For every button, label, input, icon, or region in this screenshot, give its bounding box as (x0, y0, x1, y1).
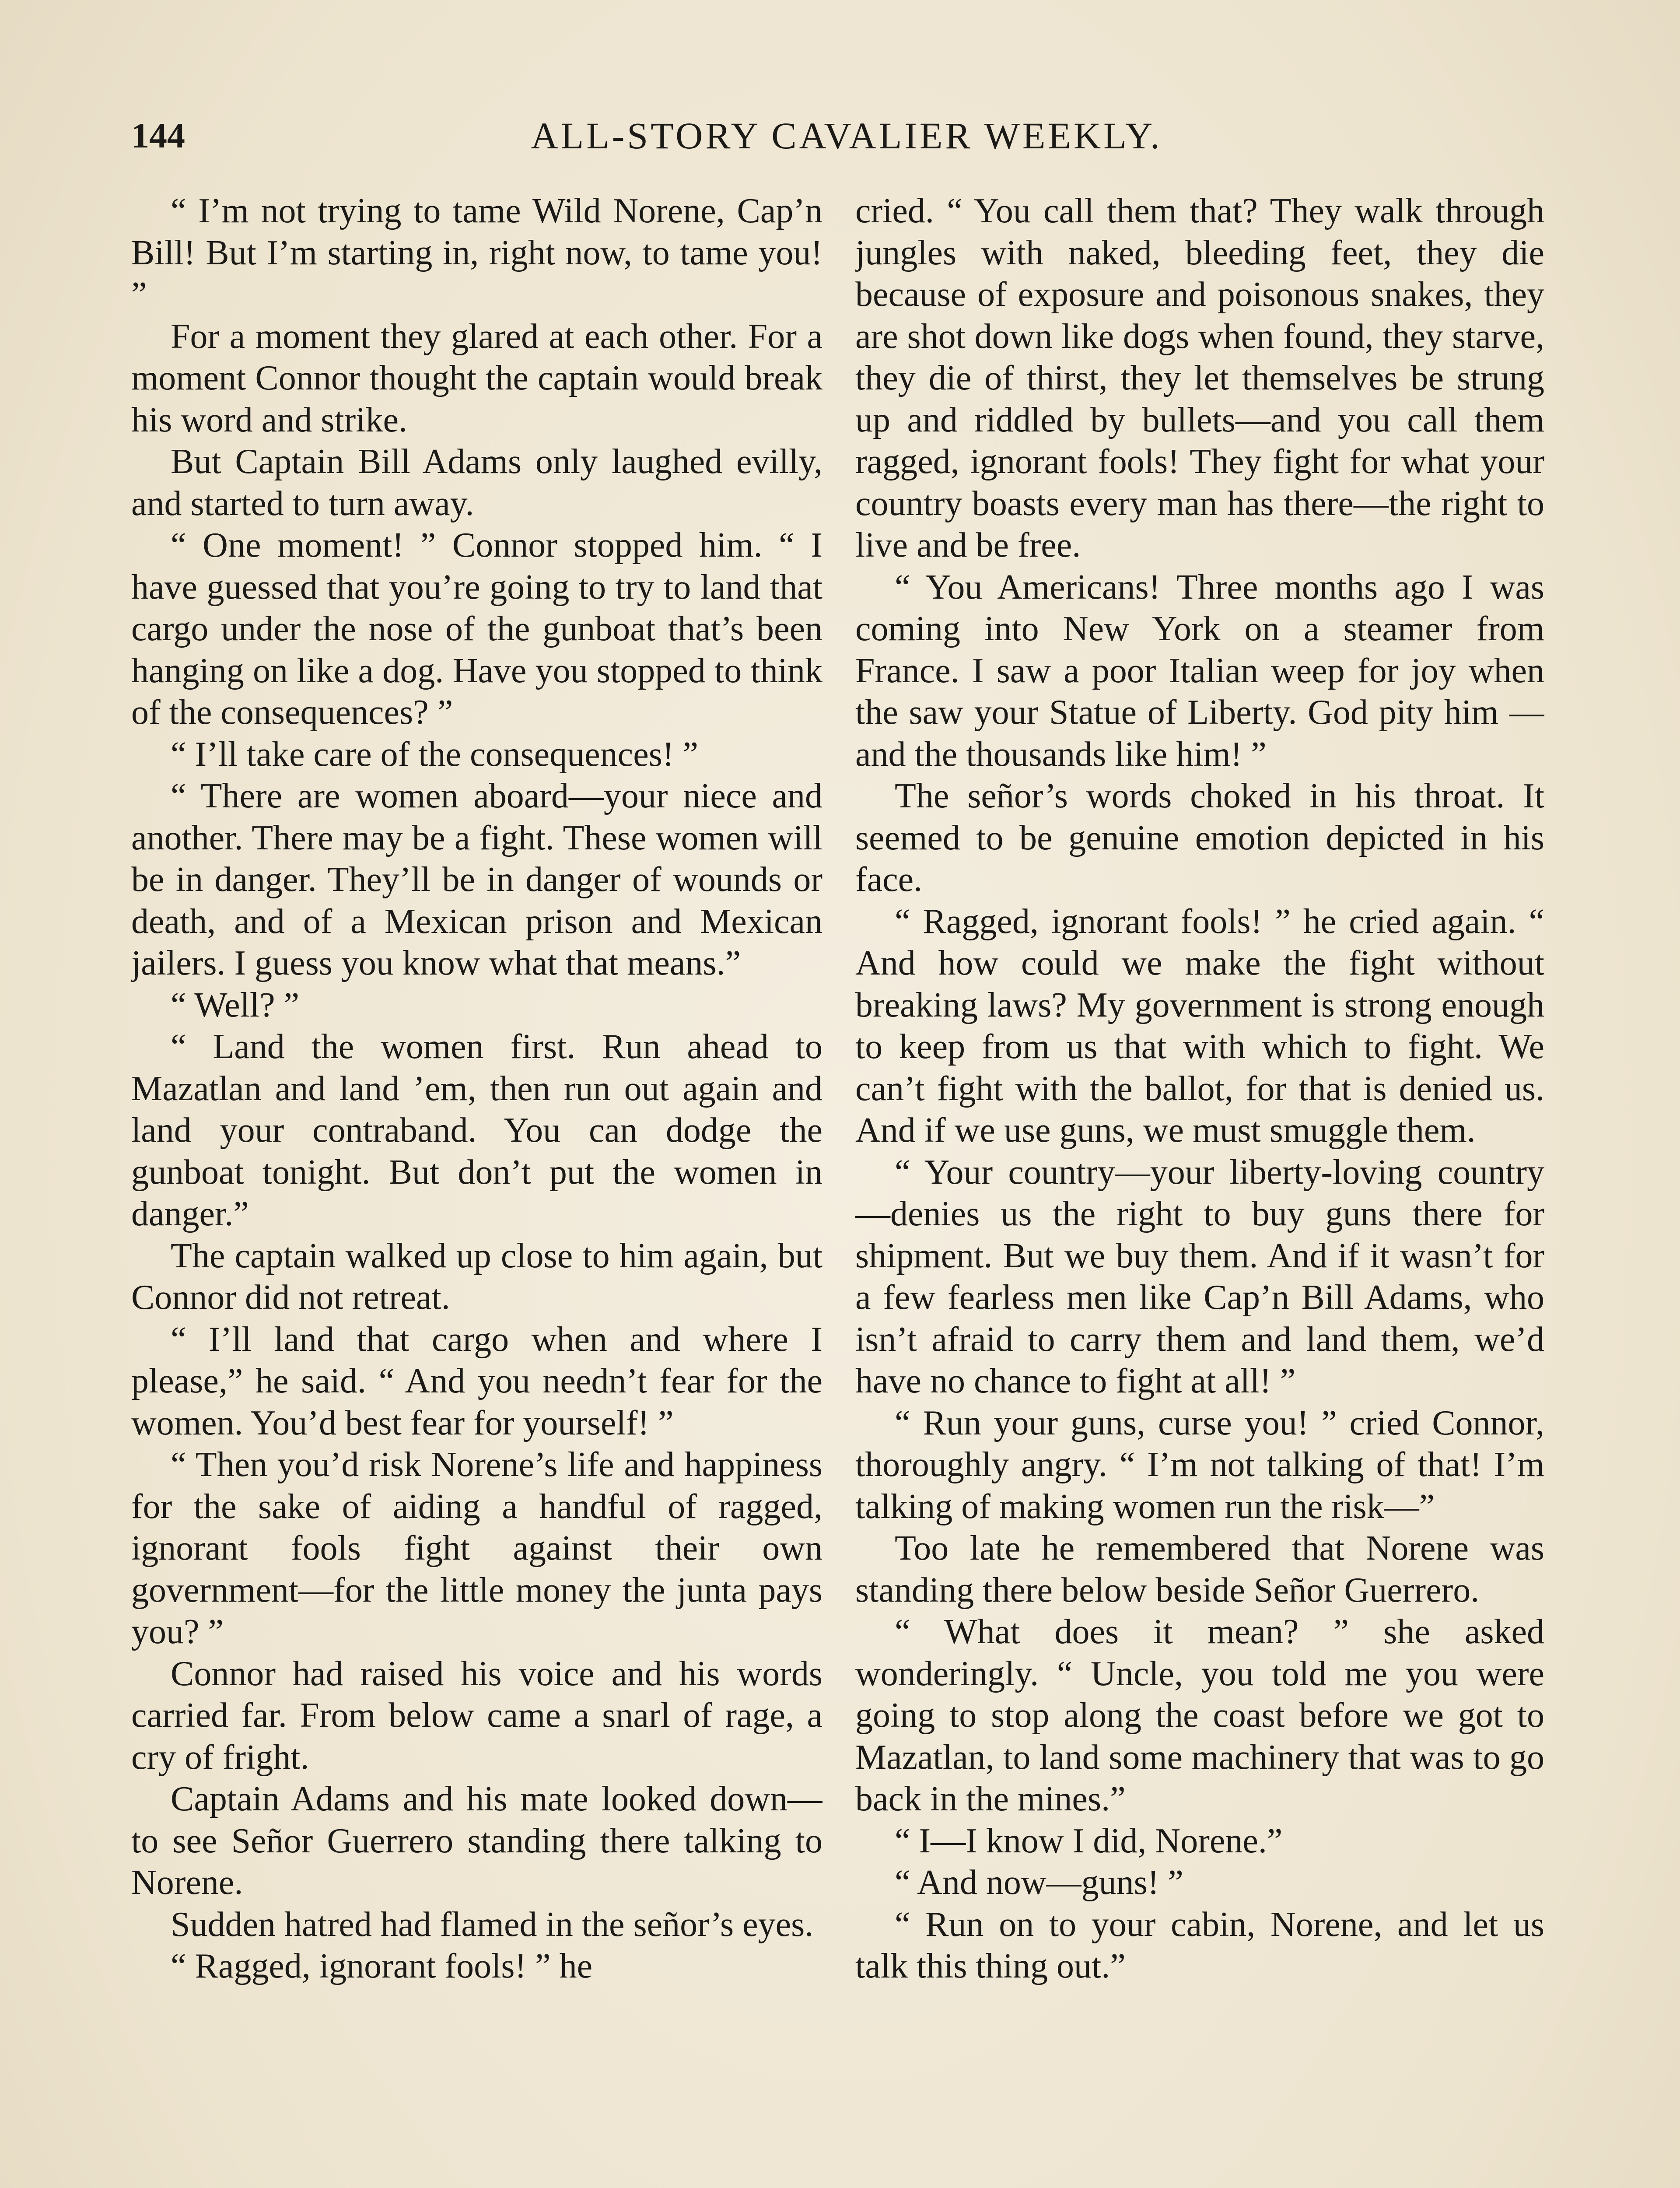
paragraph: “ One moment! ” Connor stopped him. “ I have guessed that you’re going to try to land that cargo under the nose of the gunboat that’s been hanging on like a dog. Have you stopped to think of the consequences? ” (131, 526, 822, 732)
paragraph: “ Land the women first. Run ahead to Mazatlan and land ’em, then run out again and land your contraband. You can dodge the gunboat tonight. But don’t put the women in danger.” (131, 1027, 822, 1233)
right-text-column (855, 190, 1544, 2188)
paragraph: “ And now—guns! ” (895, 1863, 1183, 1902)
paragraph: “ Run on to your cabin, Norene, and let us talk this thing out.” (855, 1905, 1544, 1985)
paragraph: Sudden hatred had flamed in the señor’s eyes. (171, 1905, 814, 1944)
paragraph: The captain walked up close to him again, but Connor did not retreat. (131, 1236, 822, 1317)
paragraph: But Captain Bill Adams only laughed evilly, and started to turn away. (131, 442, 822, 523)
paragraph: For a moment they glared at each other. For a moment Connor thought the captain would break his word and strike. (131, 317, 822, 439)
paragraph: “ Ragged, ignorant fools! ” he cried again. “ And how could we make the fight without breaking laws? My government is strong enough to keep from us that with which to fight. We can’t fight with the ballot, for that is denied us. And if we use guns, we must smuggle them. (855, 902, 1544, 1150)
page-number: 144 (131, 116, 185, 155)
paragraph: “ What does it mean? ” she asked wonderingly. “ Uncle, you told me you were going to stop along the coast before we got to Mazatlan, to land some machinery that was to go back in the mines.” (855, 1613, 1544, 1818)
paragraph: “ Ragged, ignorant fools! ” he (171, 1947, 593, 1985)
left-text-column (131, 190, 822, 2188)
paragraph: Captain Adams and his mate looked down—to see Señor Guerrero standing there talking to Norene. (131, 1780, 822, 1902)
paragraph: “ Well? ” (171, 985, 300, 1024)
page-header (131, 112, 1562, 160)
running-title: ALL-STORY CAVALIER WEEKLY. (531, 115, 1162, 157)
paragraph: “ You Americans! Three months ago I was coming into New York on a steamer from France. I saw a poor Italian weep for joy when the saw your Statue of Liberty. God pity him —and the thousands like him! ” (855, 568, 1544, 774)
paragraph: “ Then you’d risk Norene’s life and happiness for the sake of aiding a handful of ragged, ignorant fools fight against their own government—for the little money the junta pays you? ” (131, 1445, 822, 1651)
paragraph-continued: cried. “ You call them that? They walk through jungles with naked, bleeding feet, they die because of exposure and poisonous snakes, they are shot down like dogs when found, they starve, they die of thirst, they let themselves be strung up and riddled by bullets—and you call them ragged, ignorant fools! They fight for what your country boasts every man has there—the right to live and be free. (855, 192, 1544, 565)
paragraph: “ I—I know I did, Norene.” (895, 1821, 1283, 1860)
paragraph: The señor’s words choked in his throat. It seemed to be genuine emotion depicted in his face. (855, 777, 1544, 899)
paragraph: “ Your country—your liberty-loving country—denies us the right to buy guns there for shipment. But we buy them. And if it wasn’t for a few fearless men like Cap’n Bill Adams, who isn’t afraid to carry them and land them, we’d have no chance to fight at all! ” (855, 1153, 1544, 1400)
paragraph: Too late he remembered that Norene was standing there below beside Señor Guerrero. (855, 1529, 1544, 1609)
paragraph: “ I’ll take care of the consequences! ” (171, 735, 698, 774)
paragraph: “ I’ll land that cargo when and where I please,” he said. “ And you needn’t fear for the women. You’d best fear for yourself! ” (131, 1320, 822, 1442)
paragraph: “ I’m not trying to tame Wild Norene, Cap’n Bill! But I’m starting in, right now, to tame you! ” (131, 192, 822, 314)
paragraph: Connor had raised his voice and his words carried far. From below came a snarl of rage, a cry of fright. (131, 1654, 822, 1777)
paragraph: “ Run your guns, curse you! ” cried Connor, thoroughly angry. “ I’m not talking of that! I’m talking of making women run the risk—” (855, 1403, 1544, 1526)
paragraph: “ There are women aboard—your niece and another. There may be a fight. These women will be in danger. They’ll be in danger of wounds or death, and of a Mexican prison and Mexican jailers. I guess you know what that means.” (131, 777, 822, 982)
